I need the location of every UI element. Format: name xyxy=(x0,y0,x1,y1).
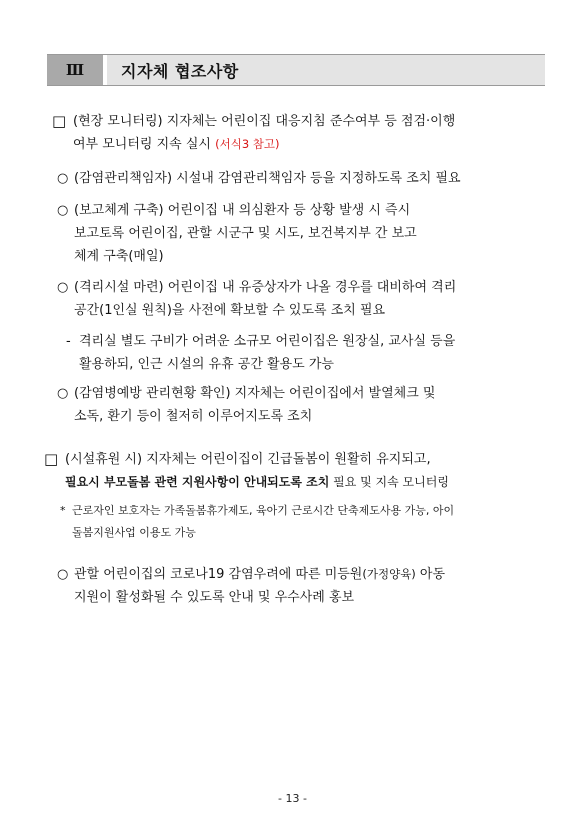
item-text-aside: (가정양육) xyxy=(362,567,416,581)
item-report xyxy=(57,199,552,268)
item-prevention xyxy=(57,382,552,428)
item-text-line: 여부 모니터링 지속 실시 xyxy=(73,137,211,152)
item-monitoring xyxy=(52,110,552,156)
circle-bullet-icon: ○ xyxy=(57,567,69,582)
dash-bullet-icon: - xyxy=(66,334,71,349)
item-text-line: 공간(1인실 원칙)을 사전에 확보할 수 있도록 조치 필요 xyxy=(74,303,386,318)
item-text-line: 보고토록 어린이집, 관할 시군구 및 시도, 보건복지부 간 보고 xyxy=(74,226,417,241)
item-small-centers xyxy=(66,330,552,376)
item-text-line: 필요 및 지속 모니터링 xyxy=(329,475,449,489)
item-text-line: (보고체계 구축) 어린이집 내 의심환자 등 상황 발생 시 즉시 xyxy=(74,203,411,218)
item-text-line: 지원이 활성화될 수 있도록 안내 및 우수사례 홍보 xyxy=(74,590,355,605)
item-text-line: (감염관리책임자) 시설내 감염관리책임자 등을 지정하도록 조치 필요 xyxy=(74,171,461,186)
item-manager xyxy=(57,167,552,190)
item-text-line: (시설휴원 시) 지자체는 어린이집이 긴급돌봄이 원활히 유지되고, xyxy=(65,452,431,467)
item-text-line: 소독, 환기 등이 철저히 이루어지도록 조치 xyxy=(74,409,313,424)
circle-bullet-icon: ○ xyxy=(57,171,69,186)
asterisk-icon: * xyxy=(60,504,66,517)
section-title: 지자체 협조사항 xyxy=(107,55,545,85)
form-reference: (서식3 참고) xyxy=(215,137,280,151)
item-text-line: 격리실 별도 구비가 어려운 소규모 어린이집은 원장실, 교사실 등을 xyxy=(79,334,456,349)
square-bullet-icon: □ xyxy=(44,450,59,468)
item-text-line: (현장 모니터링) 지자체는 어린이집 대응지침 준수여부 등 점검·이행 xyxy=(73,114,456,129)
item-text-line: (격리시설 마련) 어린이집 내 유증상자가 나올 경우를 대비하여 격리 xyxy=(74,280,457,295)
item-text-line: 관할 어린이집의 코로나19 감염우려에 따른 미등원 xyxy=(74,567,363,582)
section-number: Ⅲ xyxy=(47,55,103,85)
section-header xyxy=(47,54,545,86)
item-text-line: 체계 구축(매일) xyxy=(74,249,164,264)
item-worker-note xyxy=(60,500,550,544)
item-text-line: 아동 xyxy=(415,567,446,582)
item-text-line: 활용하되, 인근 시설의 유휴 공간 활용도 가능 xyxy=(79,357,334,372)
page-number: - 13 - xyxy=(278,792,307,805)
note-text-line: 돌봄지원사업 이용도 가능 xyxy=(72,526,196,539)
item-isolation xyxy=(57,276,552,322)
item-promotion xyxy=(57,563,552,609)
square-bullet-icon: □ xyxy=(52,112,67,130)
circle-bullet-icon: ○ xyxy=(57,203,69,218)
item-text-emphasis: 필요시 부모돌봄 관련 지원사항이 안내되도록 조치 xyxy=(65,475,330,489)
item-closure xyxy=(44,448,552,494)
circle-bullet-icon: ○ xyxy=(57,280,69,295)
note-text-line: 근로자인 보호자는 가족돌봄휴가제도, 육아기 근로시간 단축제도사용 가능, 아이 xyxy=(72,504,455,517)
item-text-line: (감염병예방 관리현황 확인) 지자체는 어린이집에서 발열체크 및 xyxy=(74,386,436,401)
circle-bullet-icon: ○ xyxy=(57,386,69,401)
